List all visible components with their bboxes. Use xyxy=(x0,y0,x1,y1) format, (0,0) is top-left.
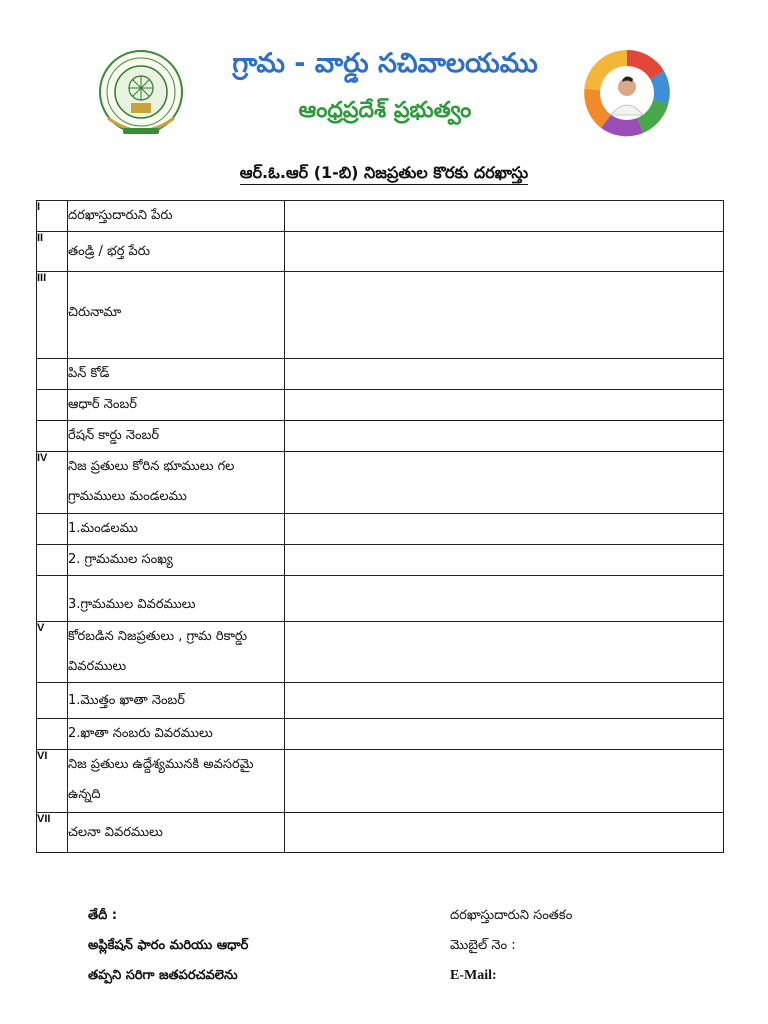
row-number xyxy=(37,683,68,719)
khata-number-details-field[interactable] xyxy=(285,719,724,750)
record-details-field[interactable] xyxy=(285,622,724,683)
table-row xyxy=(37,622,724,683)
row-label: రేషన్ కార్డు నెంబర్ xyxy=(68,421,285,452)
row-number xyxy=(37,390,68,421)
table-row xyxy=(37,201,724,232)
father-husband-name-field[interactable] xyxy=(285,232,724,272)
address-field[interactable] xyxy=(285,272,724,359)
village-count-field[interactable] xyxy=(285,545,724,576)
row-label: 2.ఖాతా నంబరు వివరములు xyxy=(68,719,285,750)
row-number: I xyxy=(37,201,68,232)
mobile-label: మొబైల్ నెం : xyxy=(450,938,516,953)
land-villages-mandal-field[interactable] xyxy=(285,452,724,514)
table-row xyxy=(37,514,724,545)
row-number xyxy=(37,421,68,452)
table-row xyxy=(37,813,724,853)
row-label: 3.గ్రామముల వివరములు xyxy=(68,576,285,622)
table-row xyxy=(37,421,724,452)
row-label: తండ్రి / భర్త పేరు xyxy=(68,232,285,272)
page-header xyxy=(0,0,768,150)
header-title: గ్రామ - వార్డు సచివాలయము xyxy=(232,48,538,79)
aadhaar-number-field[interactable] xyxy=(285,390,724,421)
date-label: తేదీ : xyxy=(88,908,118,923)
cm-portrait-logo-icon xyxy=(583,49,671,137)
row-label: 2. గ్రామముల సంఖ్య xyxy=(68,545,285,576)
row-number: VII xyxy=(37,813,68,853)
row-number xyxy=(37,359,68,390)
row-number xyxy=(37,719,68,750)
table-row xyxy=(37,683,724,719)
row-label: 1.మొత్తం ఖాతా నెంబర్ xyxy=(68,683,285,719)
form-title: ఆర్.ఓ.ఆర్ (1-బి) నిజప్రతుల కొరకు దరఖాస్తు xyxy=(0,163,768,186)
purpose-field[interactable] xyxy=(285,750,724,813)
applicant-name-field[interactable] xyxy=(285,201,724,232)
challan-details-field[interactable] xyxy=(285,813,724,853)
header-subtitle: ఆంధ్రప్రదేశ్ ప్రభుత్వం xyxy=(298,98,472,123)
row-label: నిజ ప్రతులు ఉద్దేశ్యమునకి అవసరమై ఉన్నది xyxy=(68,750,285,813)
row-label: ఆధార్ నెంబర్ xyxy=(68,390,285,421)
row-label: కోరబడిన నిజప్రతులు , గ్రామ రికార్డు వివరములు xyxy=(68,622,285,683)
row-number xyxy=(37,576,68,622)
note-line-1: అప్లికేషన్ ఫారం మరియు ఆధార్ xyxy=(88,938,249,953)
pin-code-field[interactable] xyxy=(285,359,724,390)
table-row xyxy=(37,750,724,813)
application-form-table xyxy=(36,200,724,853)
row-label: చిరునామా xyxy=(68,272,285,359)
row-number: III xyxy=(37,272,68,359)
row-label: పిన్ కోడ్ xyxy=(68,359,285,390)
row-label: చలనా వివరములు xyxy=(68,813,285,853)
email-label: E-Mail: xyxy=(450,968,497,983)
table-row xyxy=(37,719,724,750)
ration-card-number-field[interactable] xyxy=(285,421,724,452)
mandal-field[interactable] xyxy=(285,514,724,545)
row-label: నిజ ప్రతులు కోరిన భూములు గల గ్రామములు మండలము xyxy=(68,452,285,514)
table-row xyxy=(37,576,724,622)
note-line-2: తప్పని సరిగా జతపరచవలెను xyxy=(88,968,238,983)
table-row xyxy=(37,545,724,576)
table-row xyxy=(37,232,724,272)
total-khata-number-field[interactable] xyxy=(285,683,724,719)
row-number xyxy=(37,514,68,545)
row-number: IV xyxy=(37,452,68,514)
signature-label: దరఖాస్తుదారుని సంతకం xyxy=(450,908,573,923)
table-row xyxy=(37,390,724,421)
village-details-field[interactable] xyxy=(285,576,724,622)
ap-govt-emblem-icon xyxy=(98,48,184,140)
row-number: VI xyxy=(37,750,68,813)
table-row xyxy=(37,452,724,514)
row-label: దరఖాస్తుదారుని పేరు xyxy=(68,201,285,232)
table-row xyxy=(37,272,724,359)
row-number xyxy=(37,545,68,576)
table-row xyxy=(37,359,724,390)
row-number: II xyxy=(37,232,68,272)
row-number: V xyxy=(37,622,68,683)
row-label: 1.మండలము xyxy=(68,514,285,545)
